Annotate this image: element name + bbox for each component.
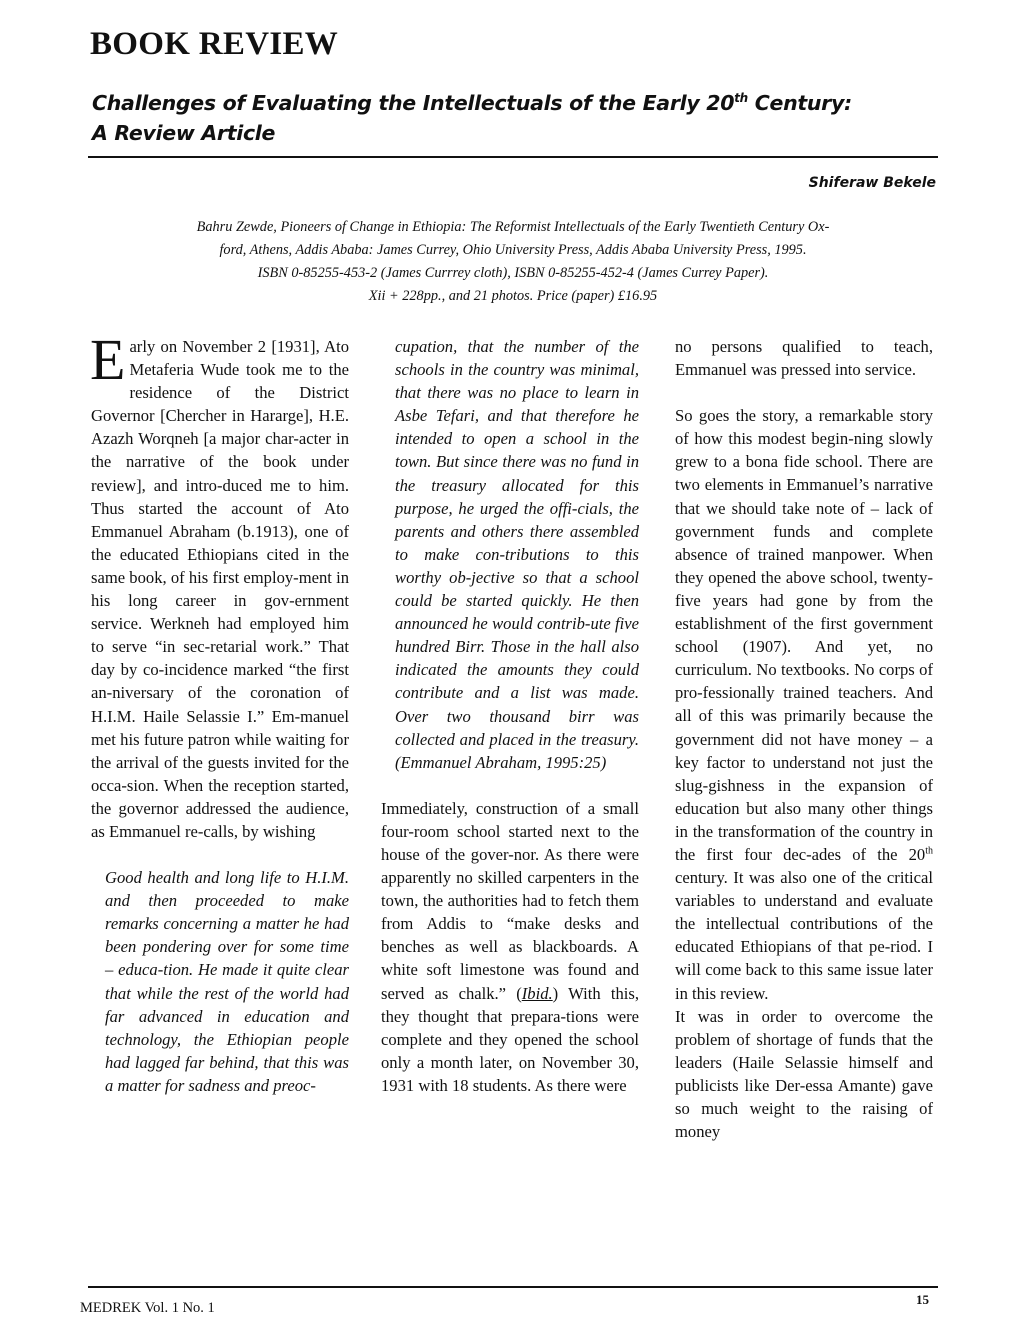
spacer [675, 381, 933, 404]
title-text: Challenges of Evaluating the Intellectuals of the Early 20 [92, 91, 735, 115]
citation-line-3: ISBN 0-85255-453-2 (James Currrey cloth), ISBN 0-85255-452-4 (James Currey Paper). [257, 265, 769, 281]
header-divider [88, 156, 938, 158]
paragraph-2-continued: no persons qualified to teach, Emmanuel was pressed into service. [675, 337, 933, 380]
drop-cap: E [90, 327, 126, 392]
title-text-end: Century: [747, 91, 852, 115]
paragraph-3 [675, 404, 933, 1004]
column-2 [381, 335, 639, 1097]
paragraph-3-superscript: th [925, 845, 933, 857]
section-heading: BOOK REVIEW [90, 26, 339, 62]
page-number: 15 [916, 1292, 929, 1307]
book-citation [100, 216, 926, 308]
column-1 [90, 327, 349, 1097]
paragraph-2 [381, 797, 639, 1097]
paragraph-3-text-end: century. It was also one of the critical variables to understand and evaluate the intellectual contributions of the educated Ethiopians of that pe-riod. I will come back to this same issue later in this review. [675, 868, 933, 1003]
paragraph-3-text: So goes the story, a remarkable story of how this modest begin-ning slowly grew to a bona fide school. There are two elements in Emmanuel’s narrative that we should take note of – lack of government funds and complete absence of trained manpower. When they opened the above school, twenty-five years had gone by from the establishment of the first government school (1907). And yet, no curriculum. No textbooks. No corps of pro-fessionally trained teachers. And all of this was primarily because the government did not have money – a key factor to understand not just the slug-gishness in the expansion of education but also many other things in the transformation of the country in the first four dec-ades of the 20 [675, 406, 933, 864]
paragraph-1 [90, 327, 349, 843]
paragraph-2-text-end: ) With this, they thought that prepara-tions were complete and they opened the school only a month later, on November 30, 1931 with 18 students. As there were [381, 983, 639, 1095]
column-3 [675, 335, 933, 1143]
block-quote: Good health and long life to H.I.M. and then proceeded to make remarks concerning a matter he had been pondering over for some time – educa-tion. He made it quite clear that while the rest of the world had far advanced in education and technology, the Ethiopian people had lagged far behind, that this was a matter for sadness and preoc- [105, 868, 349, 1095]
article-title [92, 88, 952, 148]
citation-line-1: Bahru Zewde, Pioneers of Change in Ethiopia: The Reformist Intellectuals of the Early Twentieth Century Ox- [196, 219, 830, 235]
spacer [381, 774, 639, 797]
paragraph-4: It was in order to overcome the problem of shortage of funds that the leaders (Haile Selassie himself and publicists like Der-essa Amante) gave so much weight to the raising of money [675, 1006, 933, 1142]
citation-line-2: ford, Athens, Addis Ababa: James Currey, Ohio University Press, Addis Ababa University Press, 1995. [219, 242, 807, 258]
block-quote-continued: cupation, that the number of the schools in the country was minimal, that there was no place to learn in Asbe Tefari, and that therefore he intended to open a school in the town. But since there was no fund in the treasury allocated for this purpose, he urged the offi-cials, the parents and others there assembled to make con-tributions to this worthy ob-jective so that a school could be started quickly. He then announced he would contrib-ute five hundred Birr. Those in the hall also indicated the amounts they could contribute and a list was made. Over two thousand birr was collected and placed in the treasury. (Emmanuel Abraham, 1995:25) [395, 337, 639, 772]
ibid-citation: Ibid. [521, 983, 553, 1003]
author-name: Shiferaw Bekele [808, 175, 936, 191]
title-line-2: A Review Article [92, 121, 276, 145]
citation-line-4: Xii + 228pp., and 21 photos. Price (paper) £16.95 [368, 288, 658, 304]
spacer [91, 843, 349, 866]
journal-name: MEDREK Vol. 1 No. 1 [80, 1300, 215, 1316]
paragraph-1-text: arly on November 2 [1931], Ato Metaferia Wude took me to the residence of the District Governor [Chercher in Hararge], H.E. Azazh Worqneh [a major char-acter in the narrative of the book under review], and intro-duced me to him. Thus started the account of Ato Emmanuel Abraham (b.1913), one of the educated Ethiopians cited in the same book, of his first employ-ment in his long career in gov-ernment service. Werkneh had employed him to serve “in sec-retarial work.” That day by co-incidence marked “the first an-niversary of the coronation of H.I.M. Haile Selassie I.” Em-manuel met his future patron while waiting for the arrival of the guests invited for the occa-sion. When the reception started, the governor addressed the audience, as Emmanuel re-calls, by wishing [91, 337, 349, 841]
footer-divider [88, 1286, 938, 1288]
paragraph-2-text: Immediately, construction of a small four-room school started next to the house of the gover-nor. As there were apparently no skilled carpenters in the town, the authorities had to fetch them from Addis to “make desks and benches as well as blackboards. A white soft limestone was found and served as chalk.” ( [381, 798, 639, 1003]
title-superscript: th [734, 91, 748, 106]
